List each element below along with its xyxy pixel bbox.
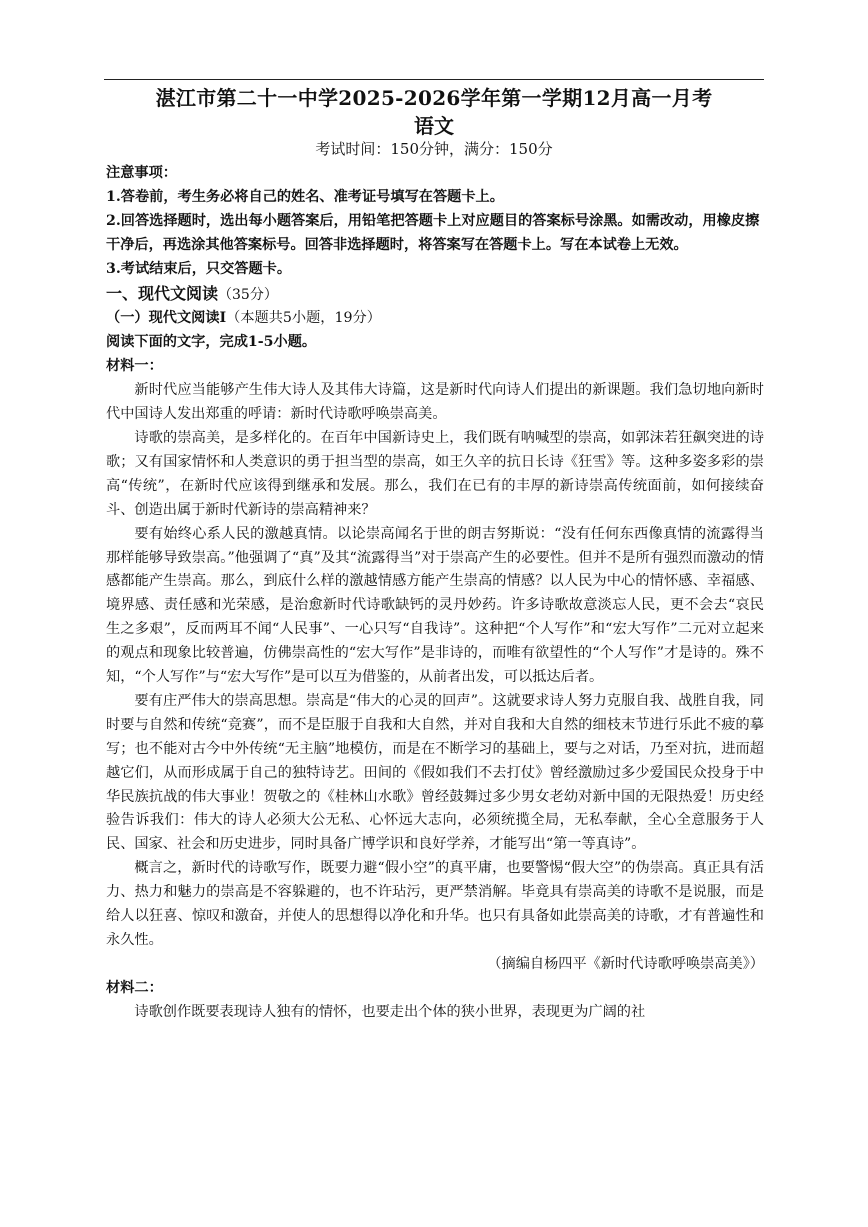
subsection-heading-text: （一）现代文阅读Ⅰ <box>106 310 227 327</box>
material-two-label: 材料二： <box>106 979 163 996</box>
note-item: 3.考试结束后，只交答题卡。 <box>106 260 292 277</box>
section-heading <box>106 282 764 308</box>
section-heading-text: 一、现代文阅读 <box>106 283 219 303</box>
material-one-paragraph: 新时代应当能够产生伟大诗人及其伟大诗篇，这是新时代向诗人们提出的新课题。我们急切地向新时代中国诗人发出郑重的呼请：新时代诗歌呼唤崇高美。 <box>106 382 764 423</box>
section-score: （35分） <box>218 286 278 303</box>
reading-instruction: 阅读下面的文字，完成1-5小题。 <box>106 334 317 351</box>
material-one-paragraph: 概言之，新时代的诗歌写作，既要力避“假小空”的真平庸，也要警惕“假大空”的伪崇高。真正具有活力、热力和魅力的崇高是不容躲避的，也不许玷污，更严禁消解。毕竟具有崇高美的诗歌不是说服，而是给人以狂喜、惊叹和激奋，并使人的思想得以净化和升华。也只有具备如此崇高美的诗歌，才有普遍性和永久性。 <box>106 860 764 948</box>
material-two-paragraph: 诗歌创作既要表现诗人独有的情怀，也要走出个体的狭小世界，表现更为广阔的社 <box>134 1003 646 1020</box>
exam-title: 湛江市第二十一中学2025-2026学年第一学期12月高一月考 <box>155 86 713 110</box>
material-one-paragraph: 要有庄严伟大的崇高思想。崇高是“伟大的心灵的回声”。这就要求诗人努力克服自我、战胜自我，同时要与自然和传统“竞赛”，而不是臣服于自我和大自然，并对自我和大自然的细枝末节进行乐此不疲的摹写；也不能对古今中外传统“无主脑”地模仿，而是在不断学习的基础上，要与之对话，乃至对抗，进而超越它们，从而形成属于自己的独特诗艺。田间的《假如我们不去打仗》曾经激励过多少爱国民众投身于中华民族抗战的伟大事业！贺敬之的《桂林山水歌》曾经鼓舞过多少男女老幼对新中国的无限热爱！历史经验告诉我们：伟大的诗人必须大公无私、心怀远大志向，必须统揽全局，无私奉献，全心全意服务于人民、国家、社会和历史进步，同时具备广博学识和良好学养，才能写出“第一等真诗”。 <box>106 692 764 853</box>
subsection-score: （本题共5小题，19分） <box>226 310 381 327</box>
exam-info: 考试时间：150分钟，满分：150分 <box>315 140 553 158</box>
note-item: 1.答卷前，考生务必将自己的姓名、准考证号填写在答题卡上。 <box>106 188 504 205</box>
material-one-label: 材料一： <box>106 358 163 375</box>
material-one-paragraph: 要有始终心系人民的激越真情。以论崇高闻名于世的朗吉努斯说：“没有任何东西像真情的流露得当那样能够导致崇高。”他强调了“真”及其“流露得当”对于崇高产生的必要性。但并不是所有强烈而激动的情感都能产生崇高。那么，到底什么样的激越情感方能产生崇高的情感？以人民为中心的情怀感、幸福感、境界感、责任感和光荣感，是治愈新时代诗歌缺钙的灵丹妙药。许多诗歌故意淡忘人民，更不会去“哀民生之多艰”，反而两耳不闻“人民事”、一心只写“自我诗”。这种把“个人写作”和“宏大写作”二元对立起来的观点和现象比较普遍，仿佛崇高性的“宏大写作”是非诗的，而唯有欲望性的“个人写作”才是诗的。殊不知，“个人写作”与“宏大写作”是可以互为借鉴的，从前者出发，可以抵达后者。 <box>106 525 764 686</box>
material-one-source: （摘编自杨四平《新时代诗歌呼唤崇高美》） <box>487 955 764 972</box>
note-item: 2.回答选择题时，选出每小题答案后，用铅笔把答题卡上对应题目的答案标号涂黑。如需改动，用橡皮擦干净后，再选涂其他答案标号。回答非选择题时，将答案写在答题卡上。写在本试卷上无效。 <box>106 212 760 253</box>
subject-title: 语文 <box>414 114 454 138</box>
header-rule <box>104 79 764 80</box>
material-one-paragraph: 诗歌的崇高美，是多样化的。在百年中国新诗史上，我们既有呐喊型的崇高，如郭沫若狂飙突进的诗歌；又有国家情怀和人类意识的勇于担当型的崇高，如王久辛的抗日长诗《狂雪》等。这种多姿多彩的崇高“传统”，在新时代应该得到继承和发展。那么，我们在已有的丰厚的新诗崇高传统面前，如何接续奋斗、创造出属于新时代新诗的崇高精神来？ <box>106 429 764 518</box>
notes-heading: 注意事项： <box>106 165 177 181</box>
subsection-heading <box>106 307 764 331</box>
exam-content <box>106 162 764 1025</box>
